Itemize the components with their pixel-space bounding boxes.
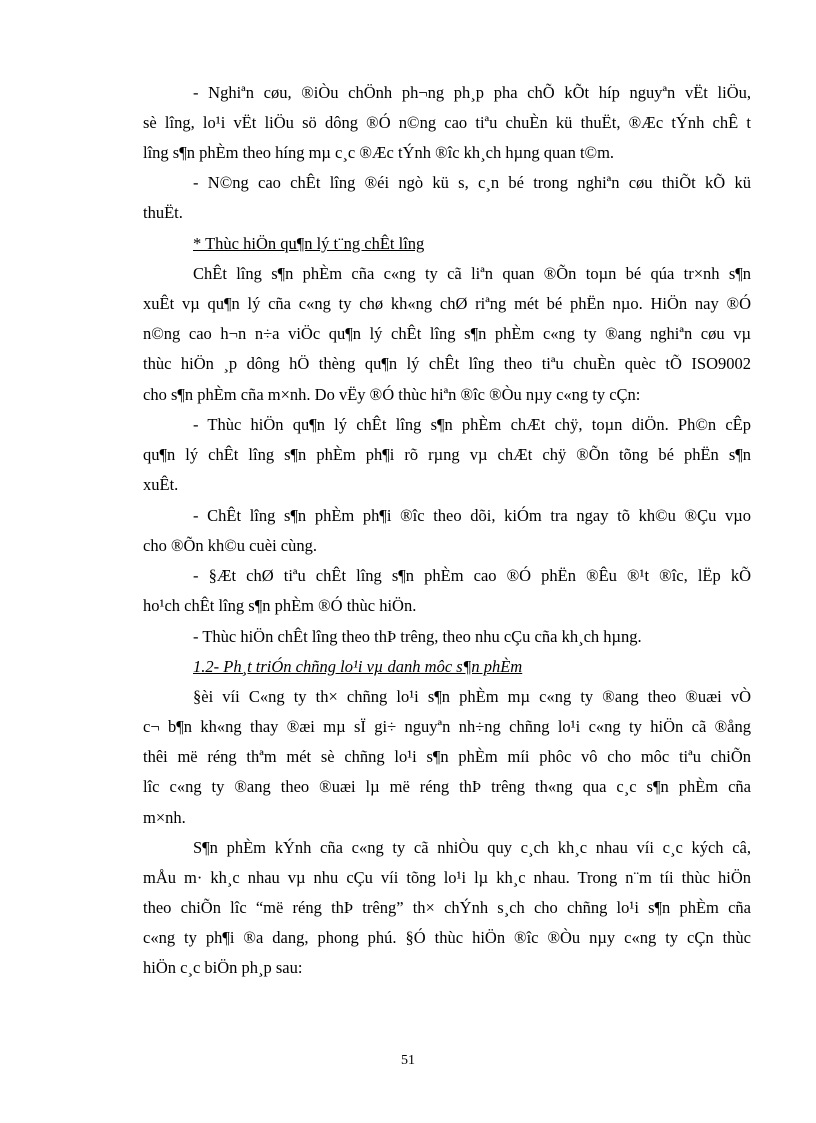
body-line: - Nghiªn cøu, ®iÒu chÖnh ph¬ng ph¸p pha chÕ kÕt híp nguyªn vËt liÖu,	[193, 83, 751, 102]
body-line: qu¶n lý chÊt lîng s¶n phÈm ph¶i rõ rµng vµ chÆt chÿ ®Õn tõng bé phËn s¶n	[143, 445, 751, 464]
body-line: - N©ng cao chÊt lîng ®éi ngò kü s, c¸n bé trong nghiªn cøu thiÕt kÕ kü	[193, 173, 751, 192]
body-line: xuÊt vµ qu¶n lý cña c«ng ty chø kh«ng chØ riªng mét bé phËn nµo. HiÖn nay ®Ó	[143, 294, 751, 313]
body-line: ho¹ch chÊt lîng s¶n phÈm ®Ó thùc hiÖn.	[143, 596, 417, 615]
body-line: cho s¶n phÈm cña m×nh. Do vËy ®Ó thùc hiªn ®îc ®Òu nµy c«ng ty cÇn:	[143, 385, 641, 404]
body-line: cho ®Õn kh©u cuèi cùng.	[143, 536, 317, 555]
body-line: xuÊt.	[143, 475, 179, 494]
body-line: lîc c«ng ty ®ang theo ®uæi lµ më réng thÞ trêng th«ng qua c¸c s¶n phÈm cña	[143, 777, 751, 796]
section-heading: * Thùc hiÖn qu¶n lý t¨ng chÊt lîng	[193, 234, 425, 253]
body-line: S¶n phÈm kÝnh cña c«ng ty cã nhiÒu quy c¸ch kh¸c nhau víi c¸c kých câ,	[193, 838, 751, 857]
body-line: sè lîng, lo¹i vËt liÖu sö dông ®Ó n©ng cao tiªu chuÈn kü thuËt, ®Æc tÝnh chÊ t	[143, 113, 751, 132]
body-line: n©ng cao h¬n n÷a viÖc qu¶n lý chÊt lîng s¶n phÈm c«ng ty ®ang nghiªn cøu vµ	[143, 324, 751, 343]
body-line: m×nh.	[143, 808, 186, 827]
section-heading: 1.2- Ph¸t triÓn chñng lo¹i vµ danh môc s¶n phÈm	[193, 657, 523, 676]
body-line: c«ng ty ph¶i ®a dang, phong phú. §Ó thùc hiÖn ®îc ®Òu nµy c«ng ty cÇn thùc	[143, 928, 751, 947]
body-line: §èi víi C«ng ty th× chñng lo¹i s¶n phÈm mµ c«ng ty ®ang theo ®uæi vÒ	[193, 687, 751, 706]
body-line: c¬ b¶n kh«ng thay ®æi mµ sÏ gi÷ nguyªn nh÷ng chñng lo¹i c«ng ty hiÖn cã ®ång	[143, 717, 751, 736]
body-line: - Thùc hiÖn chÊt lîng theo thÞ trêng, theo nhu cÇu cña kh¸ch hµng.	[193, 627, 642, 646]
body-line: ChÊt lîng s¶n phÈm cña c«ng ty cã liªn quan ®Õn toµn bé qúa tr×nh s¶n	[193, 264, 751, 283]
body-line: thùc hiÖn ¸p dông hÖ thèng qu¶n lý chÊt lîng theo tiªu chuÈn quèc tÕ ISO9002	[143, 354, 751, 373]
body-line: mÅu m· kh¸c nhau vµ nhu cÇu víi tõng lo¹i lµ kh¸c nhau. Trong n¨m tíi thùc hiÖn	[143, 868, 751, 887]
body-line: lîng s¶n phÈm theo híng mµ c¸c ®Æc tÝnh ®îc kh¸ch hµng quan t©m.	[143, 143, 615, 162]
body-line: theo chiÕn lîc “më réng thÞ trêng” th× chÝnh s¸ch cho chñng lo¹i s¶n phÈm cña	[143, 898, 751, 917]
page-number: 51	[401, 1053, 415, 1068]
body-line: thuËt.	[143, 203, 183, 222]
body-line: - ChÊt lîng s¶n phÈm ph¶i ®îc theo dõi, kiÓm tra ngay tõ kh©u ®Çu vµo	[193, 506, 751, 525]
body-line: thêi më réng thªm mét sè chñng lo¹i s¶n phÈm míi phôc vô cho môc tiªu chiÕn	[143, 747, 751, 766]
body-line: - Thùc hiÖn qu¶n lý chÊt lîng s¶n phÈm chÆt chÿ, toµn diÖn. Ph©n cÊp	[193, 415, 751, 434]
body-line: - §Æt chØ tiªu chÊt lîng s¶n phÈm cao ®Ó phËn ®Êu ®¹t ®îc, lËp kÕ	[193, 566, 751, 585]
body-line: hiÖn c¸c biÖn ph¸p sau:	[143, 958, 303, 977]
